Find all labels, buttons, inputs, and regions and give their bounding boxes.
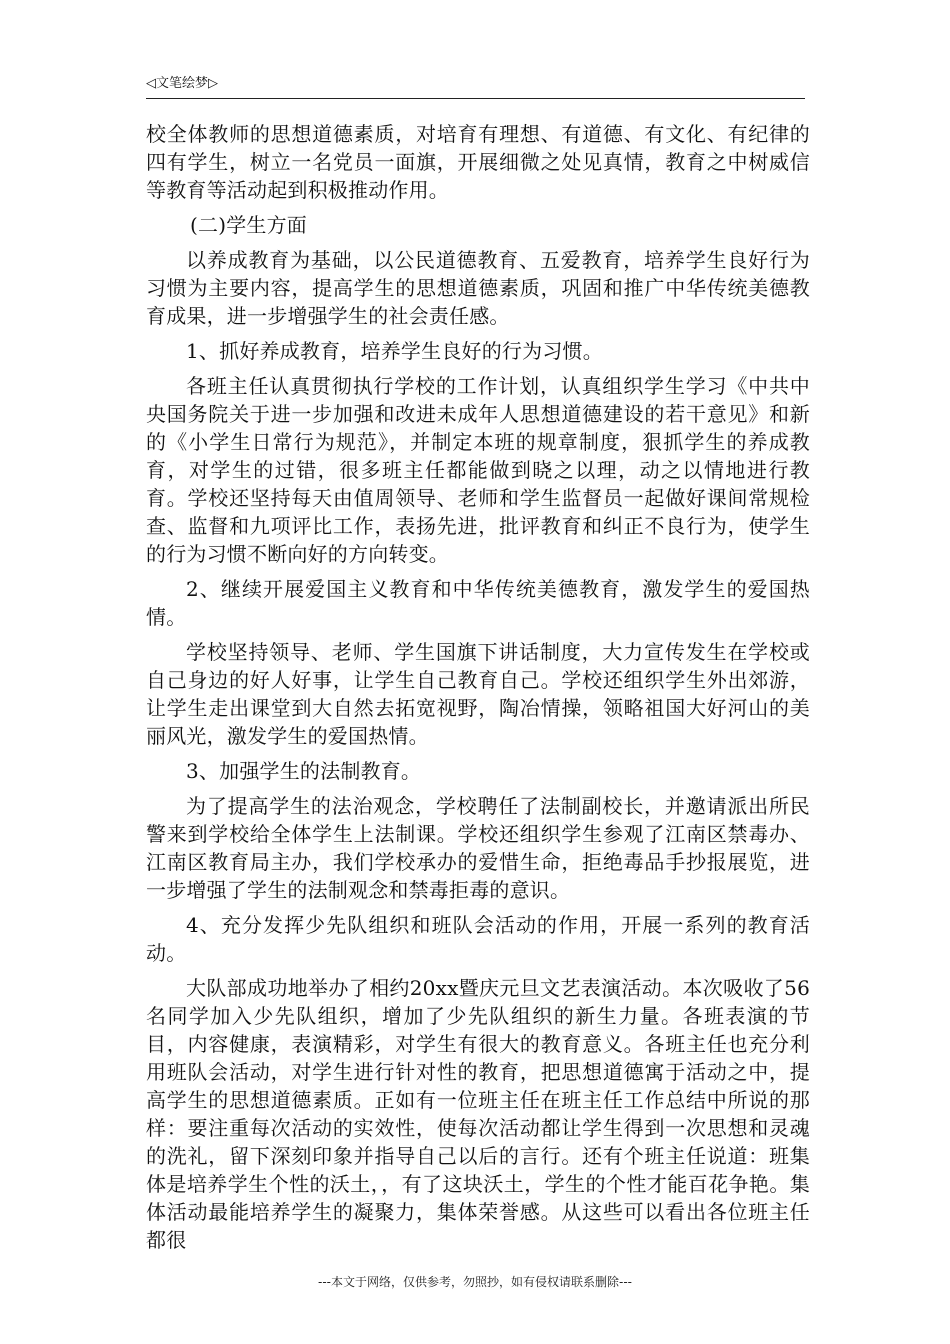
paragraph: 学校坚持领导、老师、学生国旗下讲话制度，大力宣传发生在学校或自己身边的好人好事，让学生自己教育自己。学校还组织学生外出郊游，让学生走出课堂到大自然去拓宽视野，陶冶情操，领略祖国大好河山的美丽风光，激发学生的爱国热情。 <box>146 640 810 748</box>
footer-disclaimer: ---本文于网络，仅供参考，勿照抄，如有侵权请联系删除--- <box>318 1275 632 1289</box>
item-heading: 1、抓好养成教育，培养学生良好的行为习惯。 <box>186 339 603 363</box>
header-title: ◁文笔绘梦▷ <box>146 76 218 91</box>
paragraph: 为了提高学生的法治观念，学校聘任了法制副校长，并邀请派出所民警来到学校给全体学生上法制课。学校还组织学生参观了江南区禁毒办、江南区教育局主办，我们学校承办的爱惜生命，拒绝毒品手抄报展览，进一步增强了学生的法制观念和禁毒拒毒的意识。 <box>146 794 810 902</box>
page-footer <box>0 1273 950 1290</box>
document-body <box>146 120 810 1261</box>
paragraph: 校全体教师的思想道德素质，对培育有理想、有道德、有文化、有纪律的四有学生，树立一名党员一面旗，开展细微之处见真情，教育之中树威信等教育等活动起到积极推动作用。 <box>146 122 810 202</box>
paragraph: 大队部成功地举办了相约20xx暨庆元旦文艺表演活动。本次吸收了56名同学加入少先队组织，增加了少先队组织的新生力量。各班表演的节目，内容健康，表演精彩，对学生有很大的教育意义。各班主任也充分利用班队会活动，对学生进行针对性的教育，把思想道德寓于活动之中，提高学生的思想道德素质。正如有一位班主任在班主任工作总结中所说的那样：要注重每次活动的实效性，使每次活动都让学生得到一次思想和灵魂的洗礼，留下深刻印象并指导自己以后的言行。还有个班主任说道：班集体是培养学生个性的沃土，，有了这块沃土，学生的个性才能百花争艳。集体活动最能培养学生的凝聚力，集体荣誉感。从这些可以看出各位班主任都很 <box>146 976 810 1252</box>
paragraph: 以养成教育为基础，以公民道德教育、五爱教育，培养学生良好行为习惯为主要内容，提高学生的思想道德素质，巩固和推广中华传统美德教育成果，进一步增强学生的社会责任感。 <box>146 248 810 328</box>
section-heading: (二)学生方面 <box>190 213 308 237</box>
item-heading: 3、加强学生的法制教育。 <box>186 759 422 783</box>
page-header <box>146 74 805 99</box>
item-heading: 4、充分发挥少先队组织和班队会活动的作用，开展一系列的教育活动。 <box>146 913 810 965</box>
paragraph: 各班主任认真贯彻执行学校的工作计划，认真组织学生学习《中共中央国务院关于进一步加强和改进未成年人思想道德建设的若干意见》和新的《小学生日常行为规范》，并制定本班的规章制度，狠抓学生的养成教育，对学生的过错，很多班主任都能做到晓之以理，动之以情地进行教育。学校还坚持每天由值周领导、老师和学生监督员一起做好课间常规检查、监督和九项评比工作，表扬先进，批评教育和纠正不良行为，使学生的行为习惯不断向好的方向转变。 <box>146 374 810 566</box>
item-heading: 2、继续开展爱国主义教育和中华传统美德教育，激发学生的爱国热情。 <box>146 577 810 629</box>
